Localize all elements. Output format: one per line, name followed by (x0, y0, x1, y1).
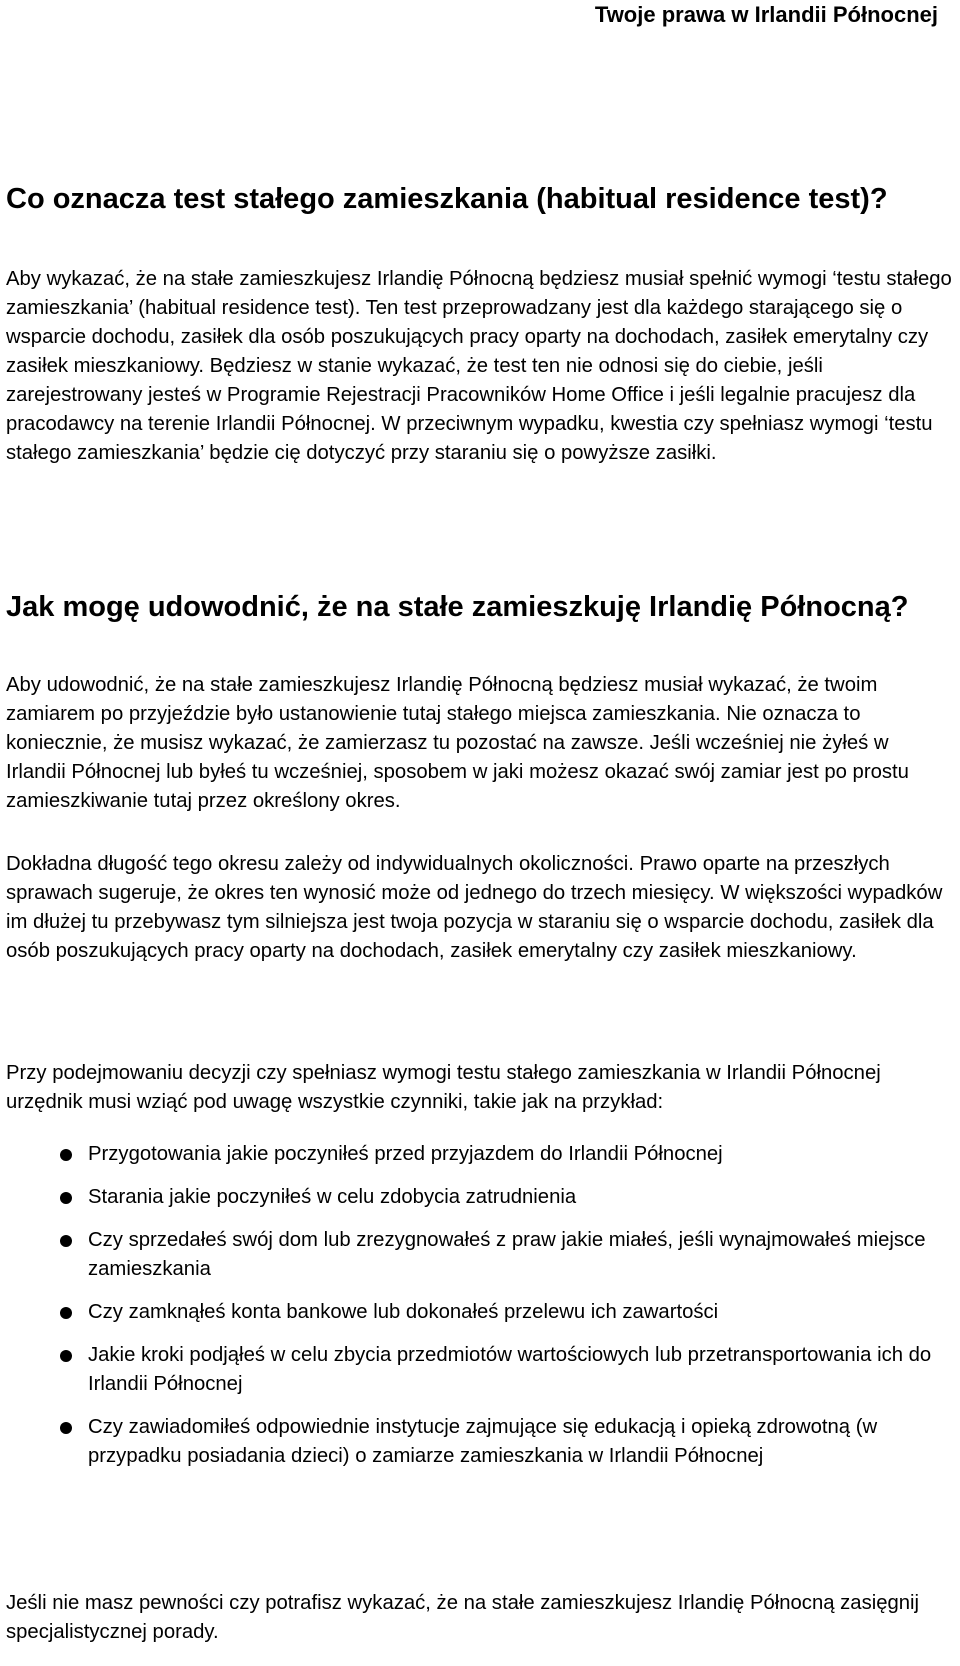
bullet-icon (60, 1422, 72, 1434)
paragraph-period-length: Dokładna długość tego okresu zależy od indywidualnych okoliczności. Prawo oparte na przeszłych sprawach sugeruje, że okres ten wynosić może od jednego do trzech miesięcy. W większości wypadków im dłużej tu przebywasz tym silniejsza jest twoja pozycja w staraniu się o wsparcie dochodu, zasiłek dla osób poszukujących pracy oparty na dochodach, zasiłek emerytalny czy zasiłek mieszkaniowy. (6, 853, 943, 962)
bullet-icon (60, 1192, 72, 1204)
section-heading-habitual-residence: Co oznacza test stałego zamieszkania (habitual residence test)? (6, 183, 888, 215)
paragraph-proof-intro: Aby udowodnić, że na stałe zamieszkujesz Irlandię Północną będziesz musiał wykazać, że twoim zamiarem po przyjeździe było ustanowienie tutaj stałego miejsca zamieszkania. Nie oznacza to koniecznie, że musisz wykazać, że zamierzasz tu pozostać na zawsze. Jeśli wcześniej nie żyłeś w Irlandii Północnej lub byłeś tu wcześniej, sposobem w jaki możesz okazać swój zamiar jest po prostu zamieszkiwanie tutaj przez określony okres. (6, 674, 909, 812)
paragraph-decision-factors: Przy podejmowaniu decyzji czy spełniasz wymogi testu stałego zamieszkania w Irlandii Północnej urzędnik musi wziąć pod uwagę wszystkie czynniki, takie jak na przykład: (6, 1062, 881, 1113)
list-item (6, 1226, 950, 1284)
list-item-text: Czy zamknąłeś konta bankowe lub dokonałeś przelewu ich zawartości (88, 1301, 719, 1323)
list-item (6, 1413, 950, 1471)
list-item-text: Przygotowania jakie poczyniłeś przed przyjazdem do Irlandii Północnej (88, 1143, 723, 1165)
section-heading-proof-of-residence: Jak mogę udowodnić, że na stałe zamieszkuję Irlandię Północną? (6, 591, 909, 623)
factors-list (6, 1140, 950, 1485)
list-item-text: Czy sprzedałeś swój dom lub zrezygnowałeś z praw jakie miałeś, jeśli wynajmowałeś miejsce zamieszkania (88, 1229, 926, 1280)
list-item (6, 1298, 950, 1327)
bullet-icon (60, 1149, 72, 1161)
list-item-text: Czy zawiadomiłeś odpowiednie instytucje zajmujące się edukacją i opieką zdrowotną (w przypadku posiadania dzieci) o zamiarze zamieszkania w Irlandii Północnej (88, 1416, 878, 1467)
paragraph-habitual-residence: Aby wykazać, że na stałe zamieszkujesz Irlandię Północną będziesz musiał spełnić wymogi ‘testu stałego zamieszkania’ (habitual residence test). Ten test przeprowadzany jest dla każdego starającego się o wsparcie dochodu, zasiłek dla osób poszukujących pracy oparty na dochodach, zasiłek emerytalny czy zasiłek mieszkaniowy. Będziesz w stanie wykazać, że test ten nie odnosi się do ciebie, jeśli zarejestrowany jesteś w Programie Rejestracji Pracowników Home Office i jeśli legalnie pracujesz dla pracodawcy na terenie Irlandii Północnej. W przeciwnym wypadku, kwestia czy spełniasz wymogi ‘testu stałego zamieszkania’ będzie cię dotyczyć przy staraniu się o powyższe zasiłki. (6, 268, 952, 464)
list-item-text: Starania jakie poczyniłeś w celu zdobycia zatrudnienia (88, 1186, 577, 1208)
list-item (6, 1140, 950, 1169)
list-item-text: Jakie kroki podjąłeś w celu zbycia przedmiotów wartościowych lub przetransportowania ich do Irlandii Północnej (88, 1344, 932, 1395)
running-header: Twoje prawa w Irlandii Północnej (594, 2, 938, 27)
bullet-icon (60, 1307, 72, 1319)
bullet-icon (60, 1350, 72, 1362)
bullet-icon (60, 1235, 72, 1247)
paragraph-closing-advice: Jeśli nie masz pewności czy potrafisz wykazać, że na stałe zamieszkujesz Irlandię Północną zasięgnij specjalistycznej porady. (6, 1592, 920, 1643)
list-item (6, 1183, 950, 1212)
list-item (6, 1341, 950, 1399)
